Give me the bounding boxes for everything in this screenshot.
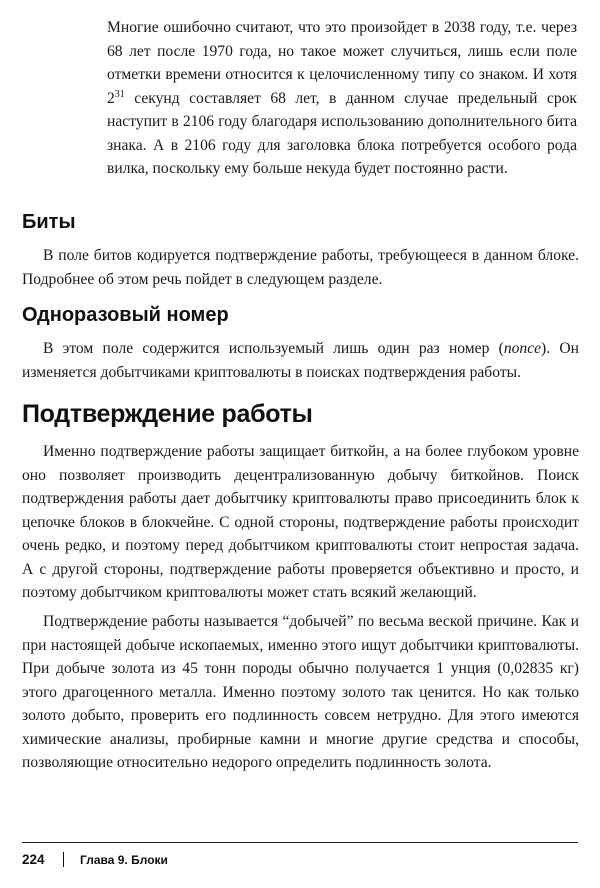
note-text-start: Многие ошибочно считают, что это произойдет в 2038 году, т.е. через 68 лет после 1970 года, но такое может случиться, лишь если поле отметки времени относится к целочисленному типу со знаком. И хотя 2 (107, 19, 577, 107)
nonce-paragraph (22, 337, 579, 384)
chapter-title: Глава 9. Блоки (80, 852, 168, 867)
nonce-text-end: ). Он изменяется добытчиками криптовалюты в поисках подтверждения работы. (22, 340, 579, 381)
bits-heading: Биты (22, 211, 76, 233)
bits-paragraph: В поле битов кодируется подтверждение работы, требующееся в данном блоке. Подробнее об этом речь пойдет в следующем разделе. (22, 247, 579, 288)
footer-separator (63, 852, 65, 867)
nonce-heading: Одноразовый номер (22, 304, 229, 326)
proof-of-work-heading: Подтверждение работы (22, 400, 313, 428)
page-number: 224 (22, 852, 45, 867)
note-text-end: секунд составляет 68 лет, в данном случае предельный срок наступит в 2106 году благодаря использованию дополнительного бита знака. А в 2106 году для заголовка блока потребуется особого рода вилка, поскольку ему больше некуда будет постоянно расти. (107, 89, 577, 177)
page-footer (22, 852, 168, 867)
side-note (107, 16, 577, 181)
proof-of-work-paragraph-1: Именно подтверждение работы защищает биткойн, а на более глубоком уровне оно позволяет производить децентрализованную добычу биткойнов. Поиск подтверждения работы дает добытчику криптовалюты право присоединить блок к цепочке блоков в блокчейне. С одной стороны, подтверждение работы происходит очень редко, и поэтому перед добытчиком криптовалюты стоит непростая задача. А с другой стороны, подтверждение работы проверяется объективно и просто, и поэтому добытчиком криптовалюты может стать всякий желающий. (22, 443, 579, 601)
note-superscript: 31 (114, 88, 125, 100)
nonce-term: nonce (503, 340, 542, 357)
proof-of-work-paragraph-2: Подтверждение работы называется “добычей” по весьма веской причине. Как и при настоящей добыче ископаемых, именно этого ищут добытчики криптовалюты. При добыче золота из 45 тонн породы обычно получается 1 унция (0,02835 кг) этого драгоценного металла. Именно поэтому золото так ценится. Но как только золото добыто, проверить его подлинность совсем нетрудно. Для этого имеются химические анализы, пробирные камни и многие другие средства и способы, позволяющие относительно недорого определить подлинность золота. (22, 613, 579, 771)
footer-rule (22, 842, 578, 843)
nonce-text-start: В этом поле содержится используемый лишь один раз номер ( (43, 340, 504, 357)
